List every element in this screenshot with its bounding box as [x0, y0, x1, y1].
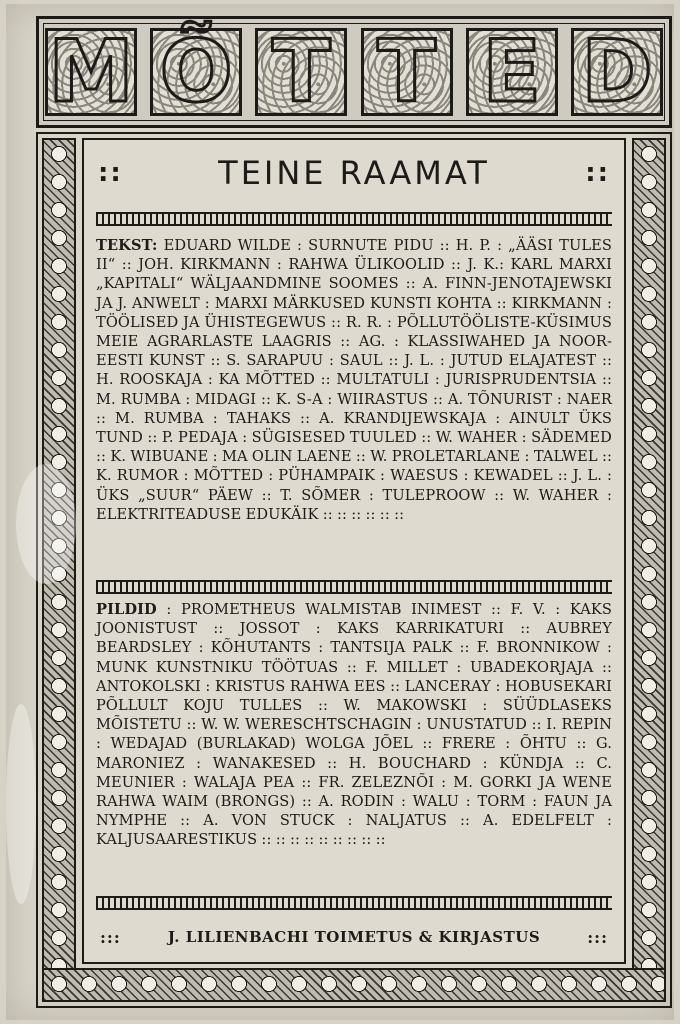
footer-dots-right: :::: [587, 927, 608, 947]
book-cover: [6, 4, 674, 1020]
publisher-name: J. LILIENBACHI TOIMETUS & KIRJASTUS: [167, 928, 541, 946]
title-letter: M: [45, 28, 137, 116]
title-letter: T: [361, 28, 453, 116]
ornament-divider: [96, 580, 612, 594]
text-contents: [96, 236, 612, 524]
pictures-section-label: PILDID: [96, 601, 157, 618]
ornament-border-bottom: [42, 968, 666, 1002]
ornament-border-right: [632, 138, 666, 1002]
publisher-row: [84, 922, 624, 952]
page-heading: TEINE RAAMAT: [218, 154, 490, 192]
heading-dots-left: ::: [98, 158, 123, 188]
paper-wear: [6, 704, 36, 904]
pictures-section-body: : PROMETHEUS WALMISTAB INIMEST :: F. V. : KAKS JOONISTUST :: JOSSOT : KAKS KARRIKATURI :: AUBREY BEARDSLEY : KÕHUTANTS : TANTSIJA PALK :: F. BRONNIKOW : MUNK KUNSTNIKU TÖÖTUAS :: F. MILLET : UBADEKORJAJA :: ANTOKOLSKI : KRISTUS RAHWA EES :: LANCERAY : HOBUSEKARI PÕLLULT KOJU TULLES :: W. MAKOWSKI : SÜÜDLASEKS MÕISTETU :: W. W. WERESCHTSCHAGIN : UNUSTATUD :: I. REPIN : WEDAJAD (BURLAKAD) WOLGA JÕEL :: FRERE : ÕHTU :: G. MARONIEZ : WANAKESED :: H. BOUCHARD : KÜNDJA :: C. MEUNIER : WALAJA PEA :: FR. ZELEZNÕI : M. GORKI JA WENE RAHWA WAIM (BRONGS) :: A. RODIN : WALU : TORM : FAUN JA NYMPHE :: A. VON STUCK : NALJATUS :: A. EDELFELT : KALJUSAARESTIKUS :: :: :: :: :: :: :: :: ::: [96, 601, 612, 849]
heading-dots-right: ::: [585, 158, 610, 188]
title-letter: T: [255, 28, 347, 116]
ornament-divider: [96, 896, 612, 910]
heading-row: [84, 148, 624, 198]
title-banner: [36, 16, 672, 128]
title-letter: E: [466, 28, 558, 116]
text-section-body: EDUARD WILDE : SURNUTE PIDU :: H. P. : „ÄÄSI TULES II“ :: JOH. KIRKMANN : RAHWA ÜLIKOOLID :: J. K.: KARL MARXI „KAPITALI“ WÄLJAANDMINE SOOMES :: A. FINN-JENOTAJEWSKI JA J. ANWELT : MARXI MÄRKUSED KUNSTI KOHTA :: KIRKMANN : TÖÖLISED JA ÜHISTEGEWUS :: R. R. : PÕLLUTÖÖLISTE-KÜSIMUS MEIE AGRARLASTE LAAGRIS :: AG. : KLASSIWAHED JA NOOR-EESTI KUNST :: S. SARAPUU : SAUL :: J. L. : JUTUD ELAJATEST :: H. ROOSKAJA : KA MÕTTED :: MULTATULI : JURISPRUDENTSIA :: M. RUMBA : MIDAGI :: K. S-A : WIIRASTUS :: A. TÕNURIST : NAER :: M. RUMBA : TAHAKS :: A. KRANDIJEWSKAJA : AINULT ÜKS TUND :: P. PEDAJA : SÜGISESED TUULED :: W. WAHER : SÄDEMED :: K. WIBUANE : MA OLIN LAENE :: W. PROLETARLANE : TALWEL :: K. RUMOR : MÕTTED : PÜHAMPAIK : WAESUS : KEWADEL :: J. L. : ÜKS „SUUR“ PÄEW :: T. SÕMER : TULEPROOW :: W. WAHER : ELEKTRITEADUSE EDUKÄIK :: :: :: :: :: ::: [96, 237, 612, 523]
footer-dots-left: :::: [100, 927, 121, 947]
ornament-border-left: [42, 138, 76, 1002]
ornamental-frame: [36, 132, 672, 1008]
pictures-contents: [96, 600, 612, 850]
title-letter: D: [571, 28, 663, 116]
contents-panel: [82, 138, 626, 964]
title-letter: Õ: [150, 28, 242, 116]
ornament-divider: [96, 212, 612, 226]
text-section-label: TEKST:: [96, 237, 158, 254]
